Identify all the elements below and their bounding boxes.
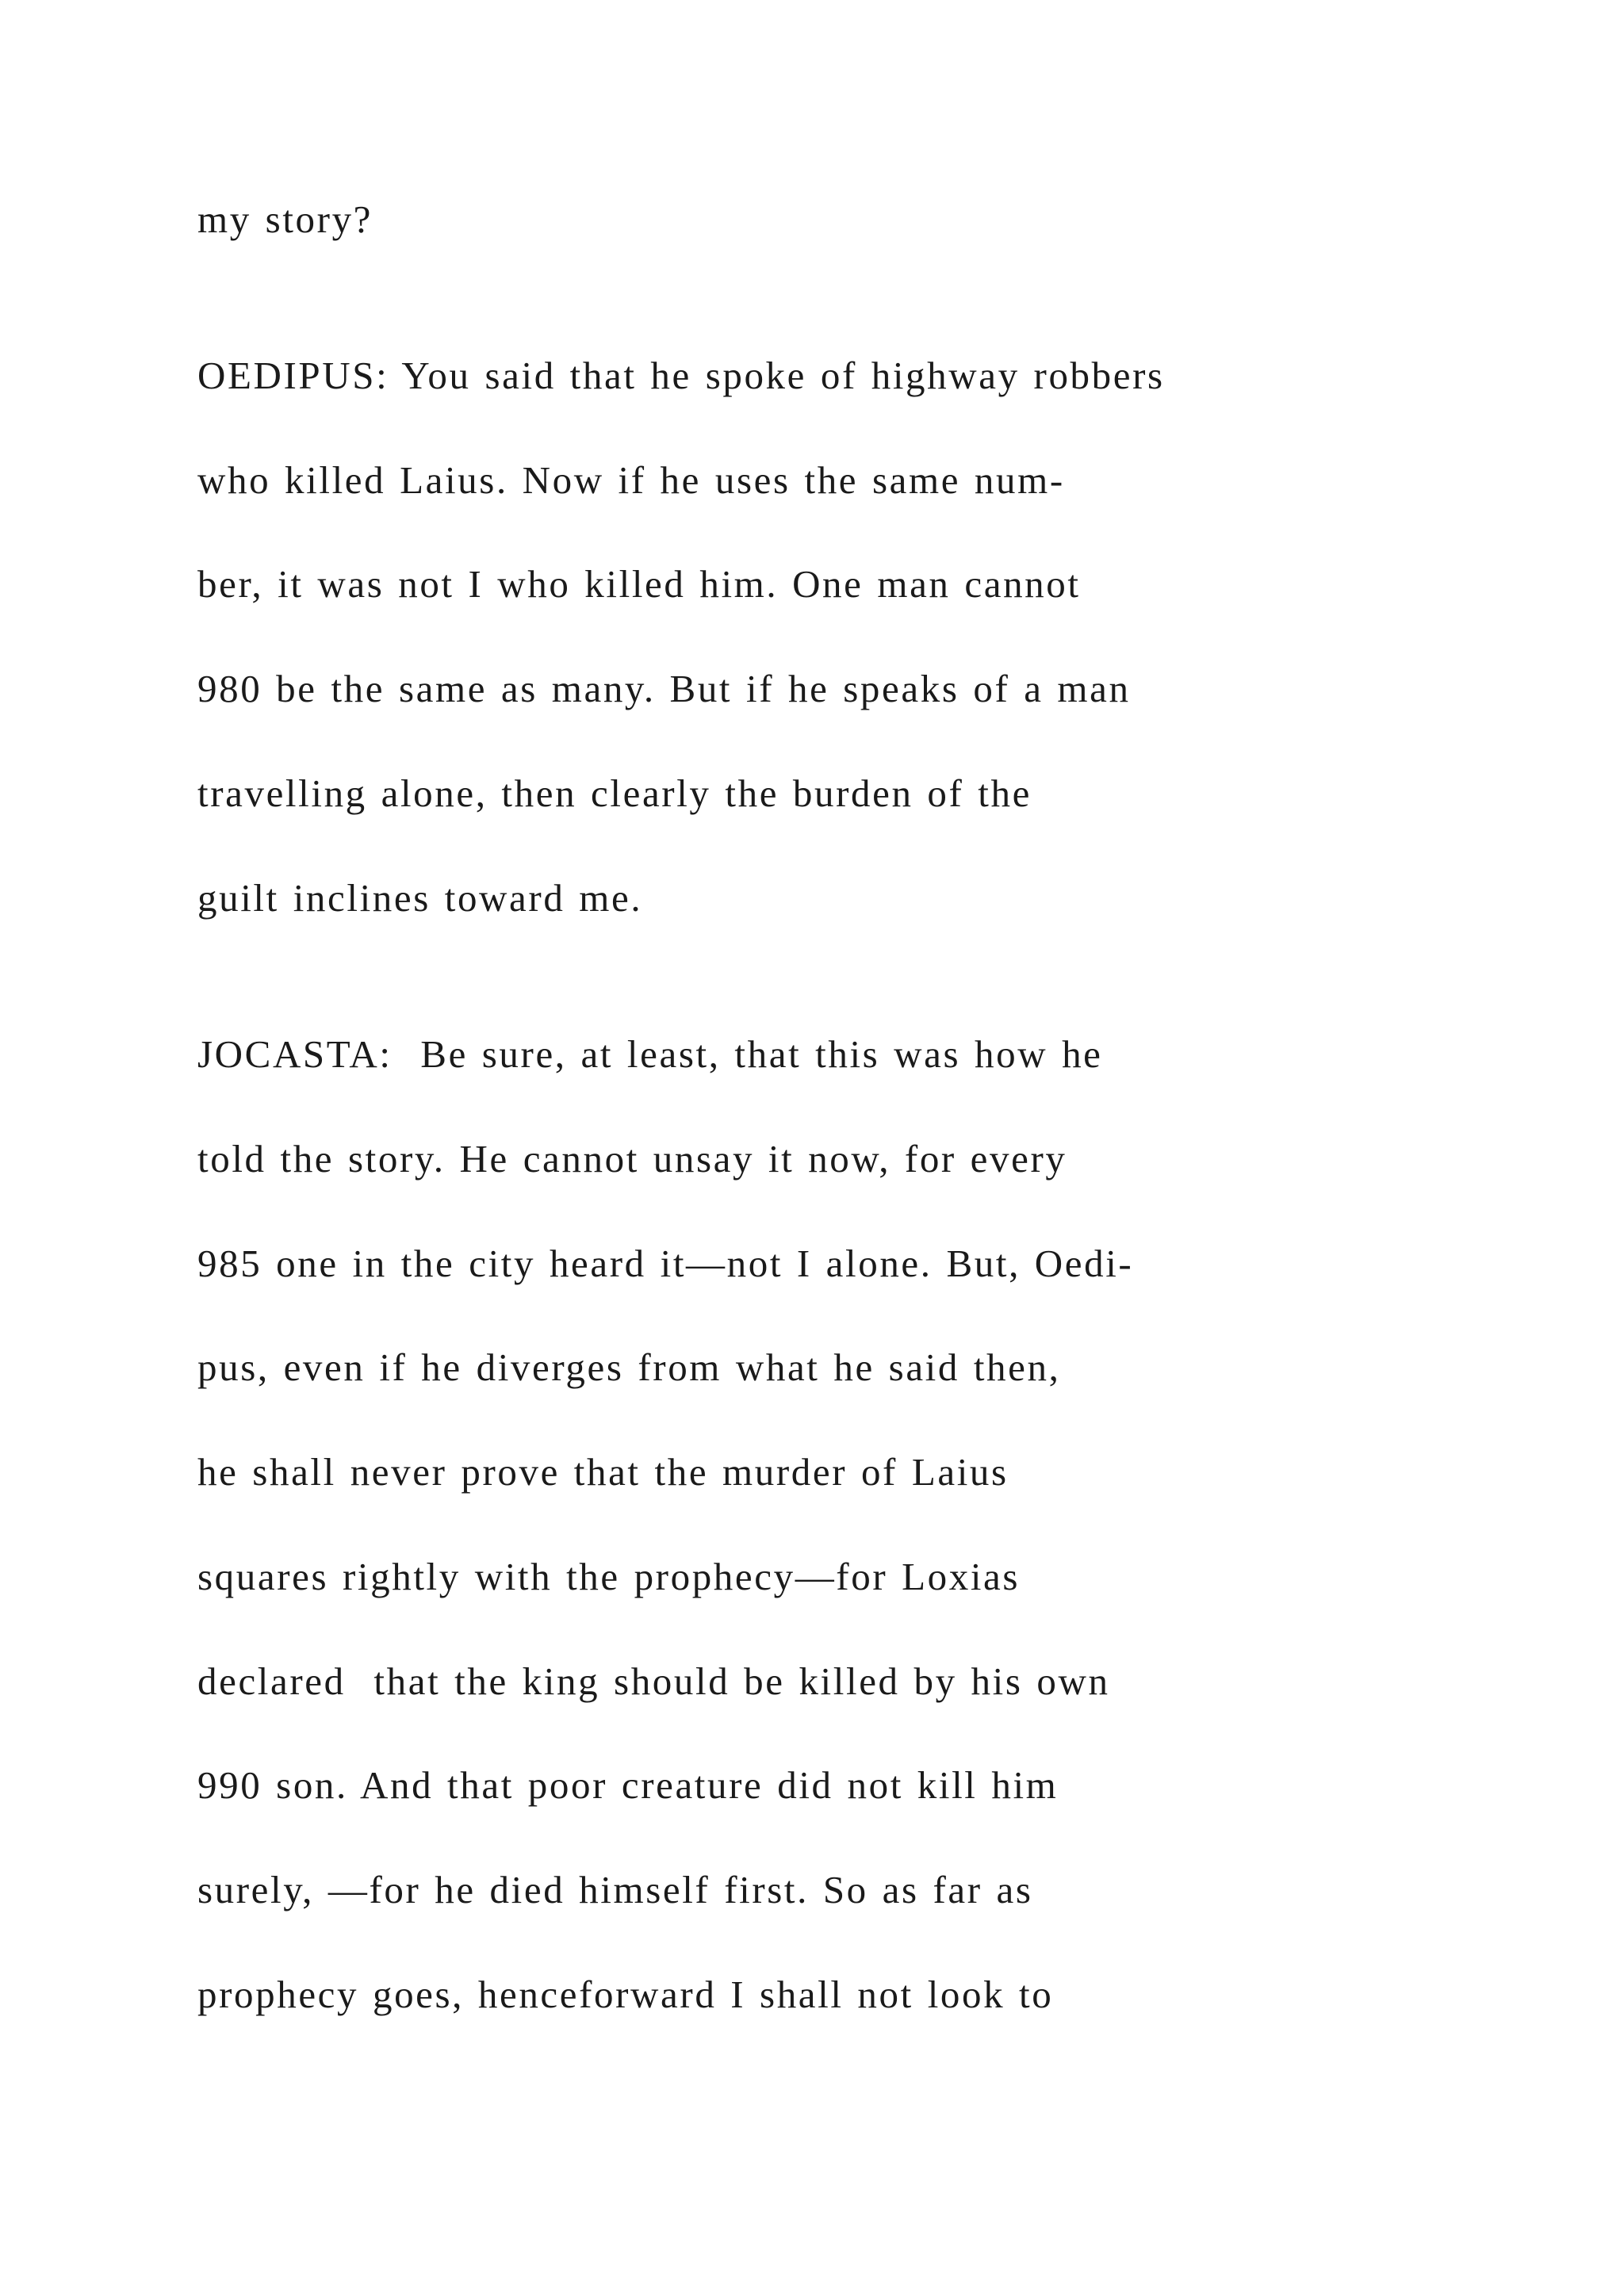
text-line-9: told the story. He cannot unsay it now, for every <box>197 1137 1067 1181</box>
text-line-12: he shall never prove that the murder of Laius <box>197 1450 1009 1494</box>
text-line-14: declared that the king should be killed by his own <box>197 1659 1110 1703</box>
text-line-10: 985 one in the city heard it—not I alone. But, Oedi- <box>197 1242 1134 1285</box>
text-line-13: squares rightly with the prophecy—for Loxias <box>197 1555 1021 1598</box>
text-line-5: 980 be the same as many. But if he speaks of a man <box>197 667 1131 710</box>
text-line-7: guilt inclines toward me. <box>197 876 643 920</box>
text-line-1: my story? <box>197 197 373 241</box>
text-line-3: who killed Laius. Now if he uses the same num- <box>197 458 1065 502</box>
text-line-15: 990 son. And that poor creature did not kill him <box>197 1763 1059 1807</box>
text-line-4: ber, it was not I who killed him. One man cannot <box>197 562 1081 606</box>
text-line-11: pus, even if he diverges from what he said then, <box>197 1345 1061 1389</box>
text-line-6: travelling alone, then clearly the burden of the <box>197 771 1032 815</box>
text-line-16: surely, —for he died himself first. So as far as <box>197 1868 1033 1911</box>
text-line-2: OEDIPUS: You said that he spoke of highway robbers <box>197 354 1165 397</box>
text-line-17: prophecy goes, henceforward I shall not look to <box>197 1973 1054 2016</box>
text-line-8: JOCASTA: Be sure, at least, that this was how he <box>197 1032 1103 1076</box>
